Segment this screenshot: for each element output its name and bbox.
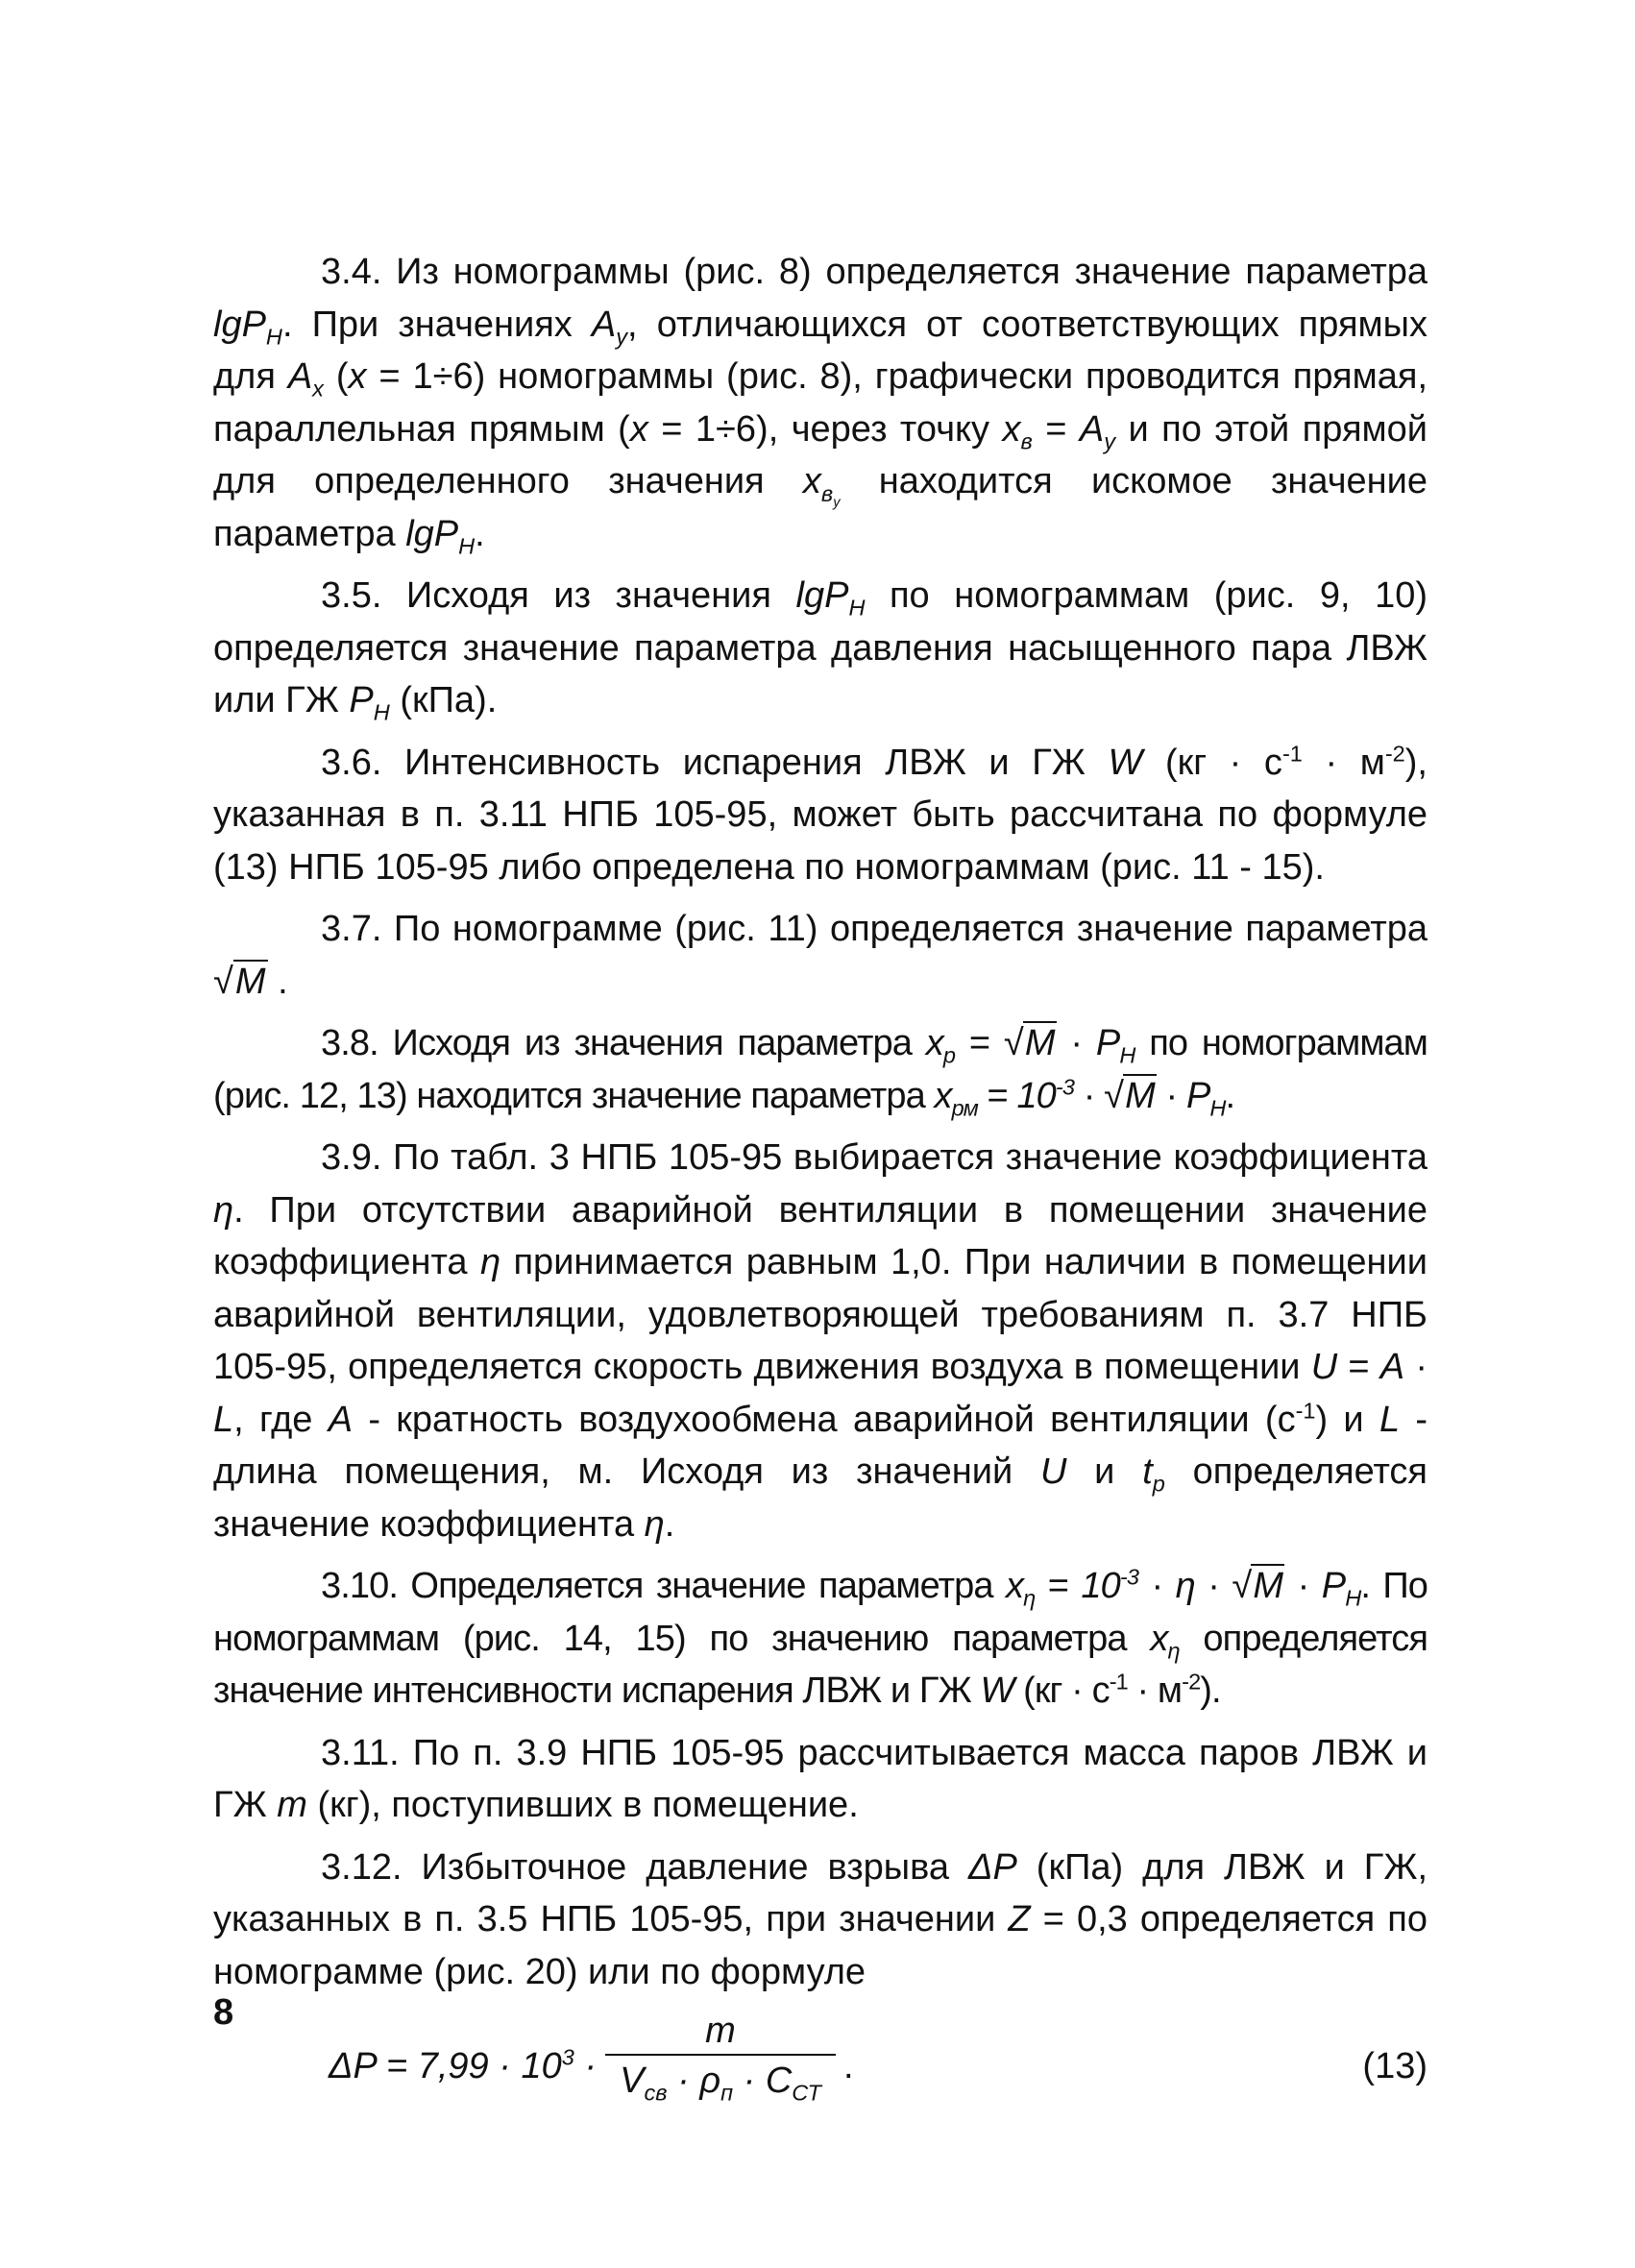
equation-number: (13) [1362, 2046, 1428, 2086]
paragraph-3-9: 3.9. По табл. 3 НПБ 105-95 выбирается значение коэффициента η. При отсутствии аварийной вентиляции в помещении значение коэффициента η принимается равным 1,0. При наличии в помещении аварийной вентиляции, удовлетворяющей требованиям п. 3.7 НПБ 105-95, определяется скорость движения воздуха в помещении U = A · L, где A - кратность воздухообмена аварийной вентиляции $(с^{-1})$ и L - длина помещения, м. Исходя из значений U и $t_p$ определяется значение коэффициента η. [213, 1137, 1428, 1545]
paragraph-3-6: 3.6. Интенсивность испарения ЛВЖ и ГЖ W $(кг \cdot с^{-1} \cdot м^{-2})$, указанная в п. 3.11 НПБ 105-95, может быть рассчитана по формуле (13) НПБ 105-95 либо определена по номограммам (рис. 11 - 15). [213, 740, 1428, 888]
paragraph-3-7: 3.7. По номограмме (рис. 11) определяется значение параметра √M . [213, 909, 1428, 1002]
paragraph-3-4: 3.4. Из номограммы (рис. 8) определяется значение параметра lgP$_H$. При значениях $A_y$, отличающихся от соответствующих прямых для $A_x$ (x = 1÷6) номограммы (рис. 8), графически проводится прямая, параллельная прямым (x = 1÷6), через точку $x_в = A_y$ и по этой прямой для определенного значения $x_{в_y}$ находится искомое значение параметра lgP$_H$. [213, 252, 1428, 559]
paragraph-3-8: 3.8. Исходя из значения параметра $x_p = √M \cdot P_H$ по номограммам (рис. 12, 13) находится значение параметра $x_{рм} = 10^{-3} \cdot √M \cdot P_H$. [213, 1023, 1428, 1121]
paragraph-3-11: 3.11. По п. 3.9 НПБ 105-95 рассчитывается масса паров ЛВЖ и ГЖ m (кг), поступивших в помещение. [213, 1732, 1428, 1825]
page-number: 8 [213, 1992, 234, 2033]
sqrt-m-expression: √M [213, 961, 266, 1002]
page-body [213, 246, 1428, 2123]
sqrt-m-expression: √M [1104, 1075, 1155, 1116]
paragraph-3-5: 3.5. Исходя из значения lgP$_H$ по номограммам (рис. 9, 10) определяется значение параметра давления насыщенного пара ЛВЖ или ГЖ $P_H$ (кПа). [213, 575, 1428, 725]
formula-numerator: m [705, 2011, 736, 2051]
formula-fraction [605, 2008, 836, 2106]
paragraph-3-12: 3.12. Избыточное давление взрыва ΔP (кПа) для ЛВЖ и ГЖ, указанных в п. 3.5 НПБ 105-95, при значении Z = 0,3 определяется по номограмме (рис. 20) или по формуле [213, 1846, 1428, 1992]
paragraph-3-10: 3.10. Определяется значение параметра $x_\eta = 10^{-3} \cdot \eta \cdot √M \cdot P_H$. По номограммам (рис. 14, 15) по значению параметра $x_\eta$ определяется значение интенсивности испарения ЛВЖ и ГЖ W $(кг \cdot с^{-1} \cdot м^{-2})$. [213, 1564, 1428, 1711]
formula-denominator: $V_{св} \cdot \rho_п \cdot C_{СТ}$ [620, 2061, 821, 2106]
formula-lhs: $\Delta P = 7,99 \cdot 10^3$ · [329, 2044, 598, 2086]
formula-13 [213, 2008, 1428, 2123]
sqrt-m-expression: √M [1003, 1023, 1055, 1063]
formula-period: . [843, 2046, 854, 2086]
sqrt-m-expression: √M [1232, 1566, 1283, 1606]
